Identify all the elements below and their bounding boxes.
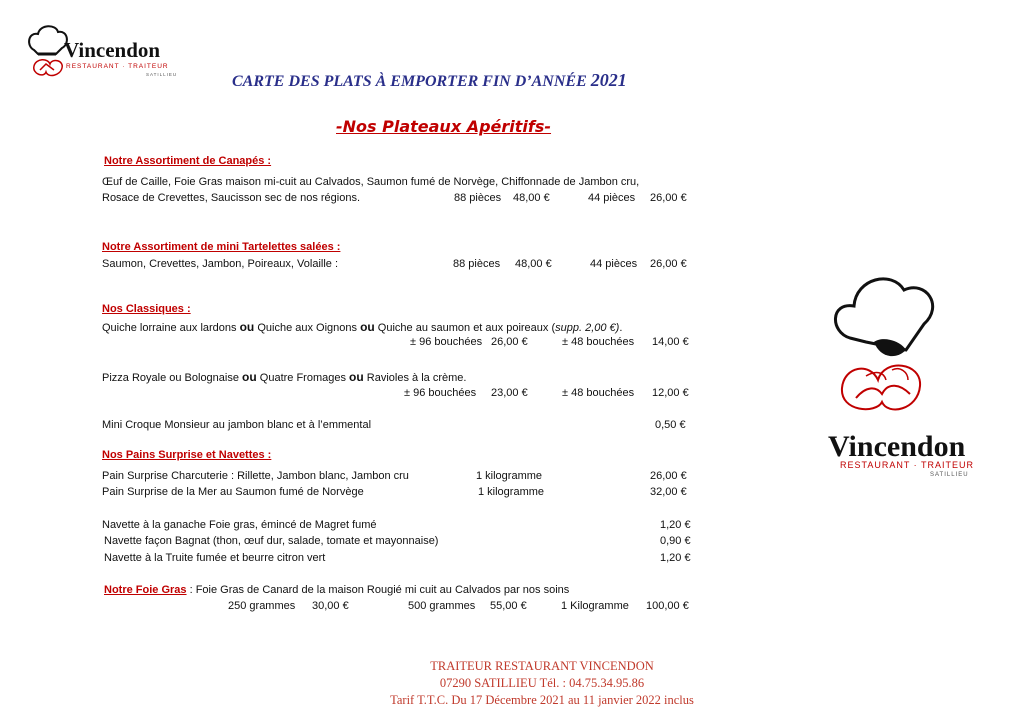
pain-mer-price: 32,00 € — [650, 486, 687, 498]
canapes-line1: Œuf de Caille, Foie Gras maison mi-cuit au Calvados, Saumon fumé de Norvège, Chiffonnade de Jambon cru, — [102, 176, 640, 188]
footer-line3: Tarif T.T.C. Du 17 Décembre 2021 au 11 janvier 2022 inclus — [390, 693, 694, 707]
pizza-qty1: ± 96 bouchées — [404, 387, 477, 399]
section-subtitle: -Nos Plateaux Apéritifs- — [336, 117, 552, 136]
logo-large-name: Vincendon — [828, 430, 966, 463]
foie-gras-line: Notre Foie Gras : Foie Gras de Canard de la maison Rougié mi cuit au Calvados par nos soins — [104, 584, 570, 596]
foie-gras-p3: 100,00 € — [646, 600, 689, 612]
foie-gras-w1: 250 grammes — [228, 600, 296, 612]
pain-mer-qty: 1 kilogramme — [478, 486, 545, 498]
pizza-line: Pizza Royale ou Bolognaise ou Quatre Fromages ou Ravioles à la crème. — [102, 370, 467, 384]
foie-gras-w3: 1 Kilogramme — [561, 600, 629, 612]
logo-small-name: Vincendon — [64, 38, 161, 62]
logo-small — [26, 20, 186, 86]
foie-gras-w2: 500 grammes — [408, 600, 476, 612]
logo-large-place: SATILLIEU — [930, 472, 969, 478]
quiche-price1: 26,00 € — [491, 336, 528, 348]
navette-foie-gras-price: 1,20 € — [660, 519, 691, 531]
tartelettes-price2: 26,00 € — [650, 258, 687, 270]
pain-mer: Pain Surprise de la Mer au Saumon fumé de Norvège — [102, 486, 364, 498]
quiche-line: Quiche lorraine aux lardons ou Quiche aux Oignons ou Quiche au saumon et aux poireaux (supp. 2,00 €). — [102, 320, 623, 334]
canapes-qty2: 44 pièces — [588, 192, 636, 204]
pain-charcuterie: Pain Surprise Charcuterie : Rillette, Jambon blanc, Jambon cru — [102, 470, 409, 482]
foie-gras-heading: Notre Foie Gras — [104, 584, 187, 596]
navette-foie-gras: Navette à la ganache Foie gras, émincé de Magret fumé — [102, 519, 377, 531]
canapes-heading: Notre Assortiment de Canapés : — [104, 155, 272, 167]
canapes-qty1: 88 pièces — [454, 192, 502, 204]
canapes-price1: 48,00 € — [513, 192, 550, 204]
footer-line1: TRAITEUR RESTAURANT VINCENDON — [430, 659, 654, 673]
quiche-qty2: ± 48 bouchées — [562, 336, 635, 348]
tartelettes-price1: 48,00 € — [515, 258, 552, 270]
navette-bagnat-price: 0,90 € — [660, 535, 691, 547]
navette-truite-price: 1,20 € — [660, 552, 691, 564]
croque-price: 0,50 € — [655, 419, 686, 431]
navette-bagnat: Navette façon Bagnat (thon, œuf dur, salade, tomate et mayonnaise) — [104, 535, 439, 547]
pain-charcuterie-qty: 1 kilogramme — [476, 470, 543, 482]
tartelettes-qty2: 44 pièces — [590, 258, 638, 270]
tartelettes-line: Saumon, Crevettes, Jambon, Poireaux, Volaille : — [102, 258, 339, 270]
page-title: CARTE DES PLATS À EMPORTER FIN D’ANNÉE 2021 — [232, 70, 627, 90]
footer-line2: 07290 SATILLIEU Tél. : 04.75.34.95.86 — [439, 676, 645, 690]
foie-gras-p2: 55,00 € — [490, 600, 527, 612]
canapes-price2: 26,00 € — [650, 192, 687, 204]
quiche-qty1: ± 96 bouchées — [410, 336, 483, 348]
quiche-price2: 14,00 € — [652, 336, 689, 348]
pain-charcuterie-price: 26,00 € — [650, 470, 687, 482]
pizza-price1: 23,00 € — [491, 387, 528, 399]
foie-gras-p1: 30,00 € — [312, 600, 349, 612]
logo-small-place: SATILLIEU — [146, 72, 178, 77]
logo-small-tagline: RESTAURANT · TRAITEUR — [66, 63, 169, 70]
croque-line: Mini Croque Monsieur au jambon blanc et à l’emmental — [102, 419, 372, 431]
navette-truite: Navette à la Truite fumée et beurre citron vert — [104, 552, 326, 564]
pizza-qty2: ± 48 bouchées — [562, 387, 635, 399]
classiques-heading: Nos Classiques : — [102, 303, 191, 315]
logo-large-tagline: RESTAURANT · TRAITEUR — [840, 460, 975, 470]
tartelettes-heading: Notre Assortiment de mini Tartelettes salées : — [102, 241, 341, 253]
chef-hat-icon — [826, 262, 946, 422]
pizza-price2: 12,00 € — [652, 387, 689, 399]
tartelettes-qty1: 88 pièces — [453, 258, 501, 270]
canapes-line2: Rosace de Crevettes, Saucisson sec de nos régions. — [102, 192, 361, 204]
logo-large — [820, 262, 980, 482]
pains-heading: Nos Pains Surprise et Navettes : — [102, 449, 272, 461]
